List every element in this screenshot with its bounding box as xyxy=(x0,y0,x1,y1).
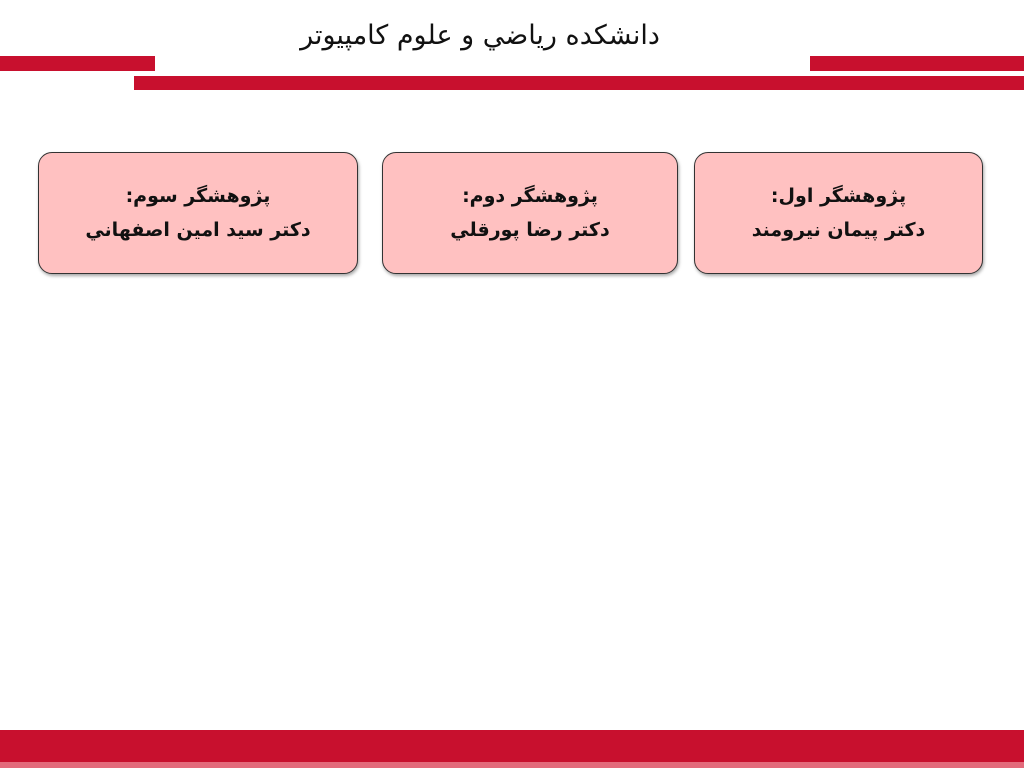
researcher-card-second xyxy=(382,152,678,274)
header-accent-bar-right xyxy=(810,56,1024,71)
researcher-name: دكتر پيمان نيرومند xyxy=(751,219,926,241)
header-accent-bar-long xyxy=(134,76,1024,90)
researcher-role: پژوهشگر سوم: xyxy=(125,185,271,207)
researcher-card-third xyxy=(38,152,358,274)
researcher-name: دكتر رضا پورقلي xyxy=(450,219,610,241)
header-accent-bar-left xyxy=(0,56,155,71)
researcher-name: دكتر سيد امين اصفهاني xyxy=(85,219,311,241)
footer-accent-strip xyxy=(0,762,1024,768)
slide-title: دانشكده رياضي و علوم كامپيوتر xyxy=(300,20,660,51)
researcher-card-first xyxy=(694,152,983,274)
researcher-role: پژوهشگر اول: xyxy=(770,185,907,207)
footer-accent-bar xyxy=(0,730,1024,762)
researcher-role: پژوهشگر دوم: xyxy=(462,185,598,207)
